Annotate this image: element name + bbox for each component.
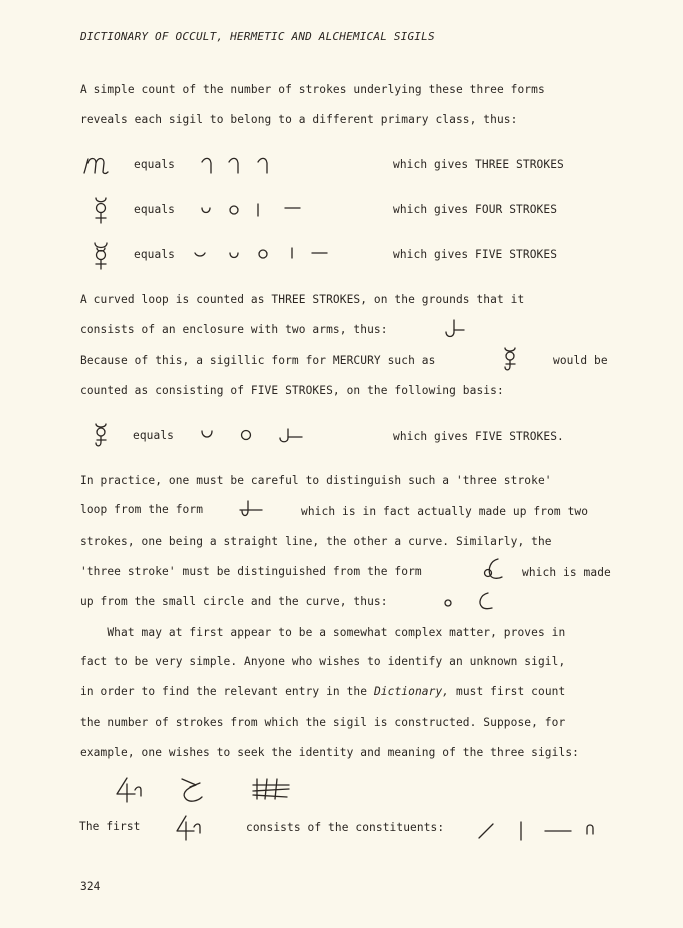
equals-label-3: equals [134,248,176,261]
intro-line-1: A simple count of the number of strokes underlying these three forms [80,83,545,96]
intro-line-2: reveals each sigil to belong to a different primary class, thus: [80,113,518,126]
running-header: DICTIONARY OF OCCULT, HERMETIC AND ALCHEMICAL SIGILS [80,30,435,43]
para3-line-5: example, one wishes to seek the identity and meaning of the three sigils: [80,746,579,759]
four-strokes-icon [200,201,304,221]
equals-label-1: equals [134,158,176,171]
para3-line-2: fact to be very simple. Anyone who wishes to identify an unknown sigil, [80,655,566,668]
sigil-four-hook-icon [113,776,149,804]
sigil-hash-icon [251,775,295,803]
para2-line-4a: 'three stroke' must be distinguished from the form [80,565,422,578]
para2-line-3: strokes, one being a straight line, the other a curve. Similarly, the [80,535,552,548]
mercury-sigil-icon [92,196,112,228]
constituents-label: consists of the constituents: [246,821,445,834]
three-strokes-icon [200,156,280,176]
five-strokes-loop-icon [200,426,310,446]
constituent-strokes-icon [475,816,605,842]
para3-line-3b: must first count [455,685,566,698]
curved-loop-icon [442,318,468,340]
para2-line-2a: loop from the form [80,503,204,516]
para2-line-2b: which is in fact actually made up from two [301,505,589,518]
page-number: 324 [80,880,101,893]
mercury-inline-icon [502,346,522,376]
para1-line-1: A curved loop is counted as THREE STROKES, on the grounds that it [80,293,525,306]
para3-line-3a: in order to find the relevant entry in the [80,685,368,698]
equals-label-2: equals [134,203,176,216]
sigil-loop-curve-icon [176,775,206,805]
para2-line-5: up from the small circle and the curve, thus: [80,595,388,608]
para1-line-2: consists of an enclosure with two arms, thus: [80,323,388,336]
result-text-4: which gives FIVE STROKES. [393,430,564,443]
sigil-four-hook-inline-icon [174,814,208,842]
sigil-m-icon [82,153,114,177]
para1-line-4: counted as consisting of FIVE STROKES, on the following basis: [80,384,504,397]
result-text-3: which gives FIVE STROKES [393,248,558,261]
circle-curve-form-icon [482,557,506,581]
para1-line-3a: Because of this, a sigillic form for MERCURY such as [80,354,436,367]
para2-line-4b: which is made [522,566,611,579]
equals-label-4: equals [133,429,175,442]
result-text-1: which gives THREE STROKES [393,158,564,171]
the-first-label: The first [79,820,141,833]
para3-line-3 [80,685,565,699]
para1-line-3b: would be [553,354,608,367]
five-strokes-icon [193,246,333,266]
mercury-loop-sigil-icon [93,422,113,452]
result-text-2: which gives FOUR STROKES [393,203,558,216]
para3-line-4: the number of strokes from which the sigil is constructed. Suppose, for [80,716,566,729]
para2-line-1: In practice, one must be careful to distinguish such a 'three stroke' [80,474,552,487]
para3-line-1: What may at first appear to be a somewhat complex matter, proves in [80,626,566,639]
small-circle-and-curve-icon [440,589,500,613]
mercury-horned-sigil-icon [92,241,114,273]
dictionary-title: Dictionary, [373,685,450,698]
two-stroke-form-icon [238,499,266,521]
